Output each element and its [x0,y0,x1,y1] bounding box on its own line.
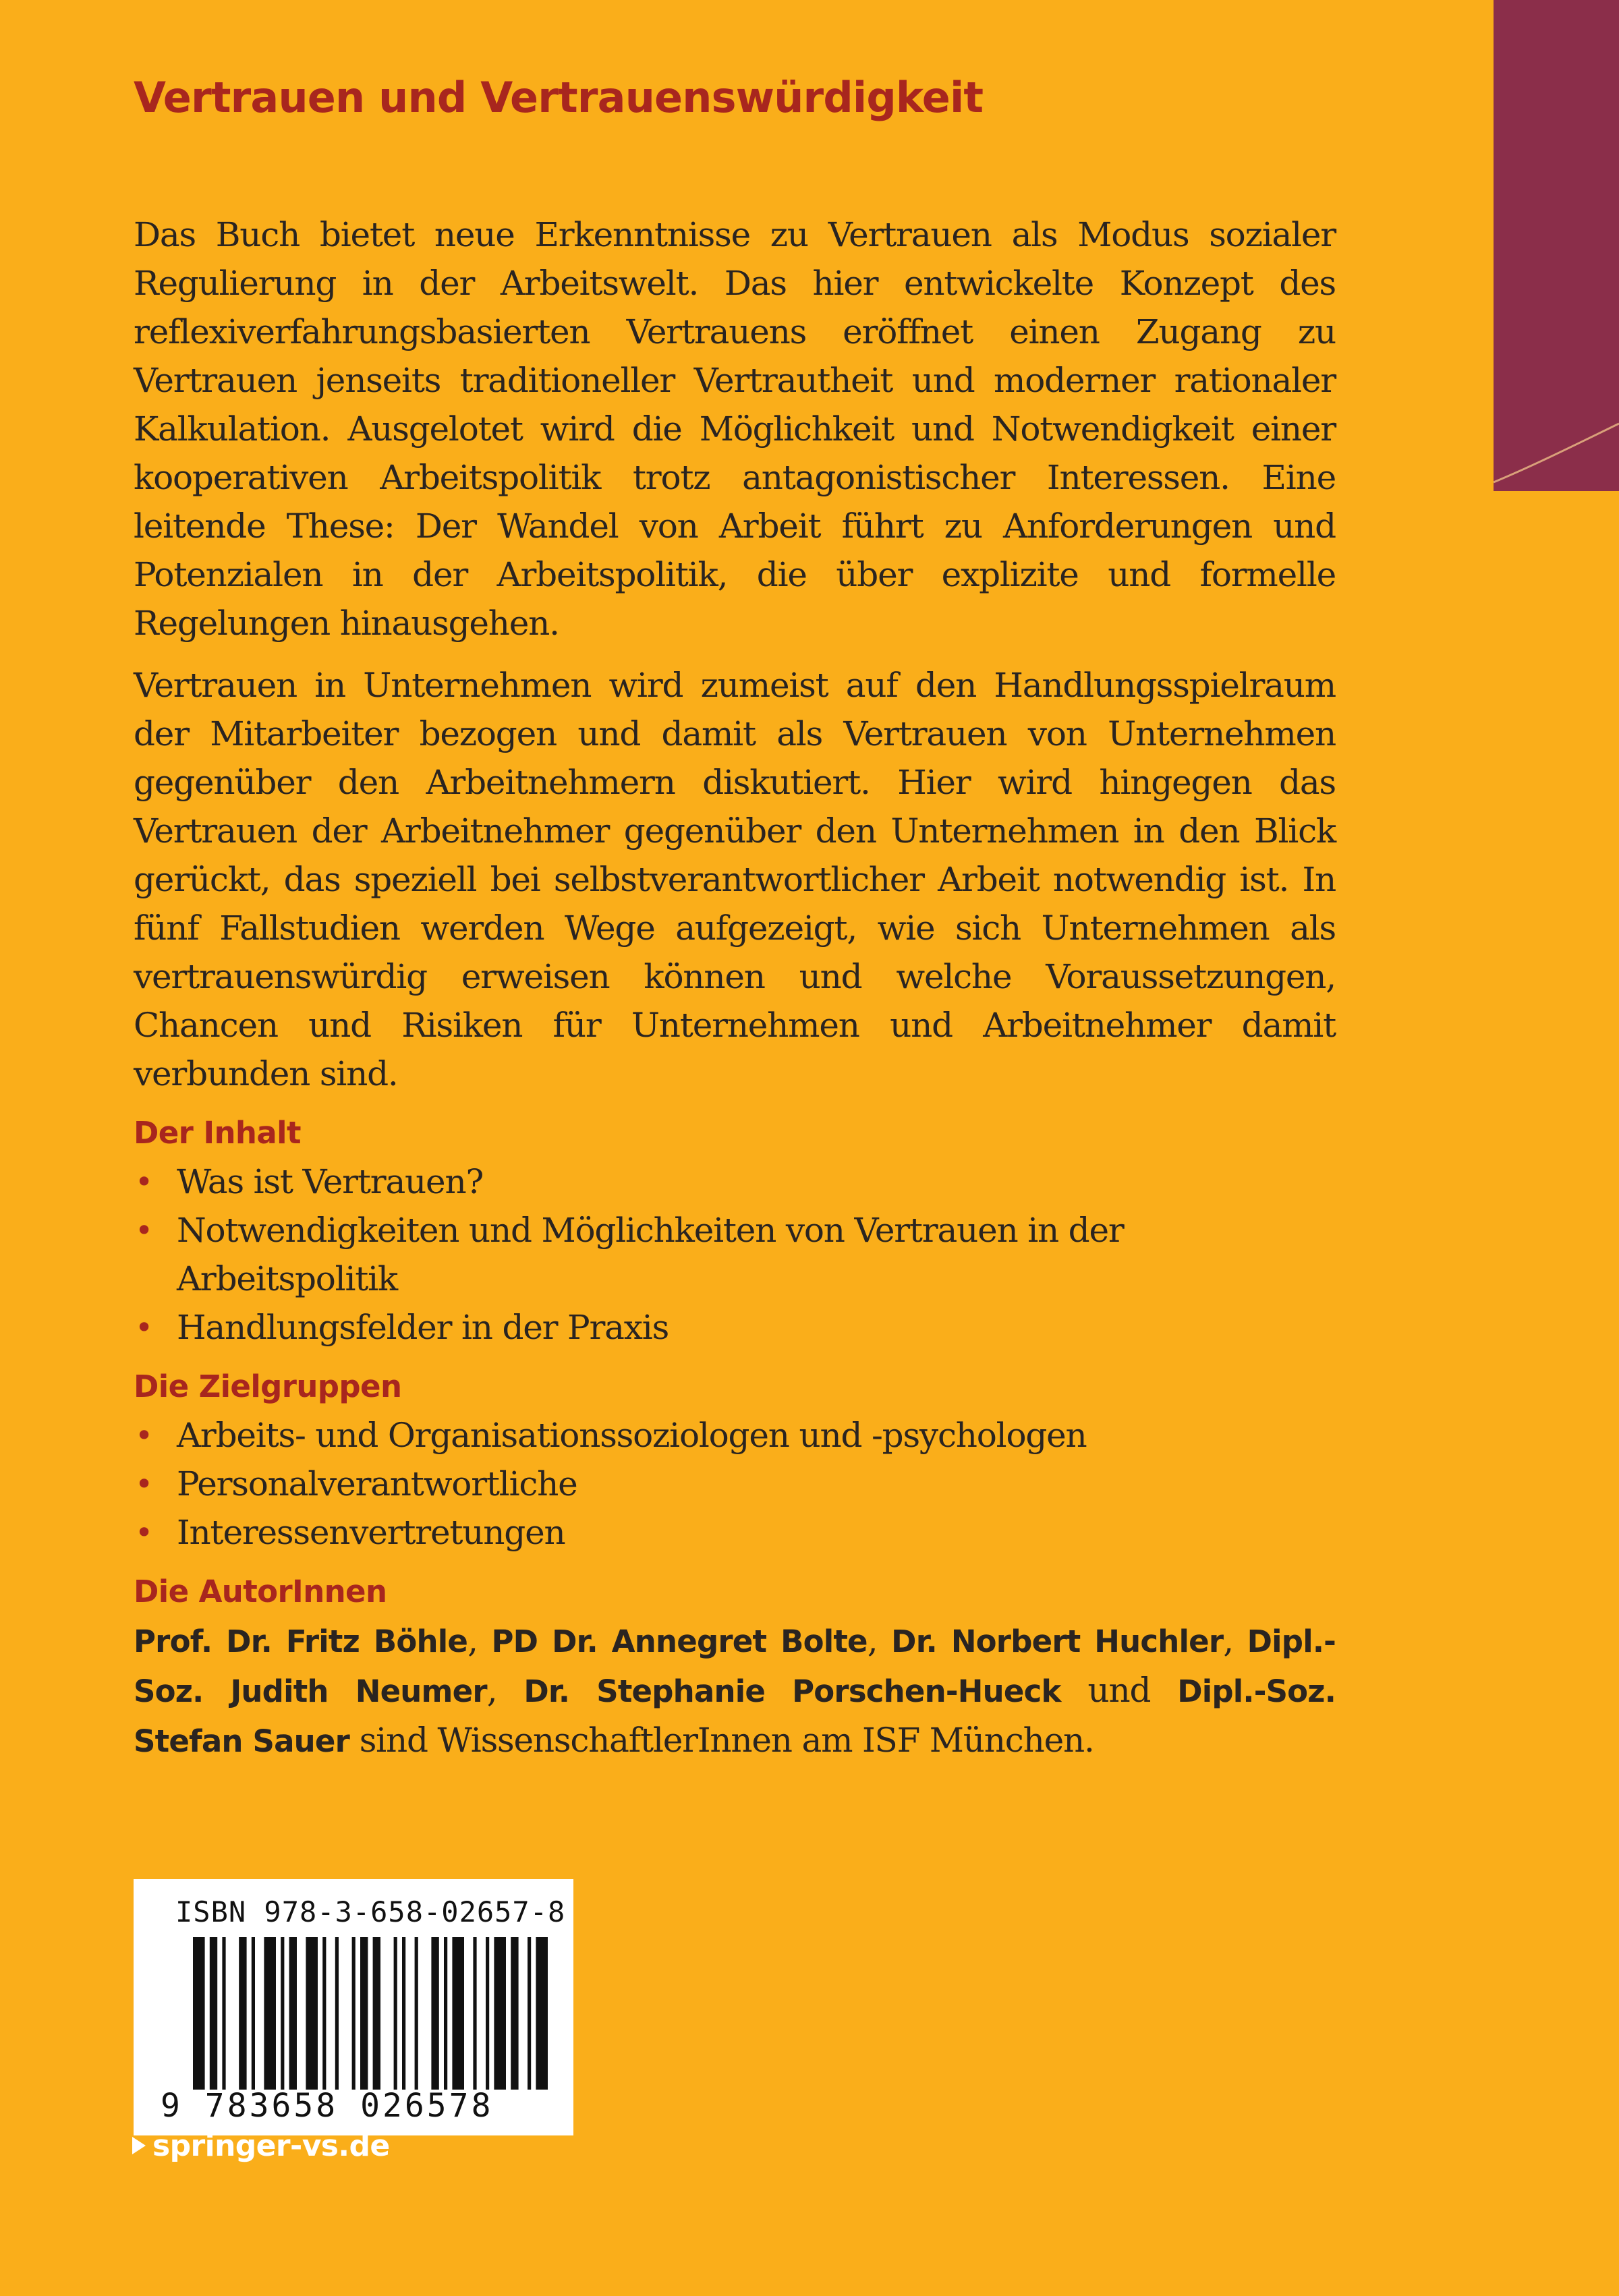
barcode-bar [473,1937,476,2090]
bullet-icon: • [135,1417,152,1454]
isbn-label: ISBN 978-3-658-02657-8 [175,1895,566,1928]
zielgruppen-heading: Die Zielgruppen [134,1369,402,1404]
barcode-bar [352,1937,356,2090]
barcode-bar [394,1937,397,2090]
corner-accent-band [1494,0,1619,491]
barcode-bar [264,1937,276,2090]
book-title: Vertrauen und Vertrauenswürdigkeit [134,73,984,122]
list-item: • Was ist Vertrauen? [134,1157,1336,1206]
barcode-bar [486,1937,489,2090]
barcode-bar [335,1937,339,2090]
barcode-bar [511,1937,518,2090]
barcode-bar [289,1937,297,2090]
barcode-bar [210,1937,217,2090]
bullet-icon: • [135,1164,152,1200]
bullet-icon: • [135,1212,152,1249]
inhalt-heading: Der Inhalt [134,1115,301,1151]
inhalt-list [134,1157,1336,1352]
list-item: • Interessenvertretungen [134,1508,1336,1557]
barcode-bar [281,1937,284,2090]
zielgruppen-list [134,1411,1336,1557]
publisher-website[interactable]: springer-vs.de [132,2129,390,2163]
author-name: Dipl.-Soz. Judith Neumer [134,1624,1336,1709]
list-item: • Arbeits- und Organisationssoziologen und -psychologen [134,1411,1336,1460]
barcode-bar [252,1937,255,2090]
barcode-bar [494,1937,506,2090]
list-item: • Personalverantwortliche [134,1460,1336,1508]
bullet-icon: • [135,1466,152,1502]
barcode-bar [431,1937,438,2090]
corner-curve-decoration [1494,0,1619,491]
author-name: Dipl.-Soz. Stefan Sauer [134,1673,1336,1759]
back-cover-text [134,210,1336,1766]
barcode-bar [452,1937,464,2090]
barcode-bar [536,1937,548,2090]
description-paragraph-1: Das Buch bietet neue Erkenntnisse zu Vertrauen als Modus sozialer Regulierung in der Arbeitswelt. Das hier entwickelte Konzept des reflexiverfahrungsbasierten Vertrauens eröffnet einen Zugang zu Vertrauen jenseits traditioneller Vertrautheit und moderner rationaler Kalkulation. Ausgelotet wird die Möglichkeit und Notwendigkeit einer kooperativen Arbeitspolitik trotz antagonistischer Interessen. Eine leitende These: Der Wandel von Arbeit führt zu Anforderungen und Potenzialen in der Arbeitspolitik, die über explizite und formelle Regelungen hinausgehen. [134,215,1336,643]
author-name: PD Dr. Annegret Bolte [491,1624,868,1659]
barcode-bar [373,1937,380,2090]
isbn-barcode [134,1879,573,2135]
barcode-number: 9 783658 026578 [161,2087,494,2125]
bullet-icon: • [135,1309,152,1346]
barcode-bar [528,1937,531,2090]
autoren-heading: Die AutorInnen [134,1574,387,1609]
barcode-bar [322,1937,326,2090]
authors-paragraph: Prof. Dr. Fritz Böhle, PD Dr. Annegret Bolte, Dr. Norbert Huchler, Dipl.-Soz. Judith Neumer, Dr. Stephanie Porschen-Hueck und Dipl.-Soz. Stefan Sauer sind WissenschaftlerInnen am ISF München. [134,1621,1336,1760]
author-name: Dr. Stephanie Porschen-Hueck [523,1673,1061,1709]
author-name: Prof. Dr. Fritz Böhle [134,1624,468,1659]
barcode-bar [222,1937,225,2090]
barcode-bar [239,1937,246,2090]
list-item: • Notwendigkeiten und Möglichkeiten von Vertrauen in der Arbeitspolitik [134,1206,1336,1303]
author-name: Dr. Norbert Huchler [891,1624,1224,1659]
barcode-bar [193,1937,205,2090]
barcode-bar [415,1937,418,2090]
barcode-bar [360,1937,368,2090]
arrow-right-icon [132,2137,146,2154]
description-paragraph-2: Vertrauen in Unternehmen wird zumeist auf den Handlungsspielraum der Mitarbeiter bezogen und damit als Vertrauen von Unternehmen gegenüber den Arbeitnehmern diskutiert. Hier wird hingegen das Vertrauen der Arbeitnehmer gegenüber den Unternehmen in den Blick gerückt, das speziell bei selbstverantwortlicher Arbeit notwendig ist. In fünf Fallstudien werden Wege aufgezeigt, wie sich Unternehmen als vertrauenswürdig erweisen können und welche Voraussetzungen, Chancen und Risiken für Unternehmen und Arbeitnehmer damit verbunden sind. [134,666,1336,1093]
bullet-icon: • [135,1514,152,1551]
barcode-bar [402,1937,405,2090]
barcode-bar [444,1937,447,2090]
list-item: • Handlungsfelder in der Praxis [134,1303,1336,1352]
barcode-bar [306,1937,318,2090]
